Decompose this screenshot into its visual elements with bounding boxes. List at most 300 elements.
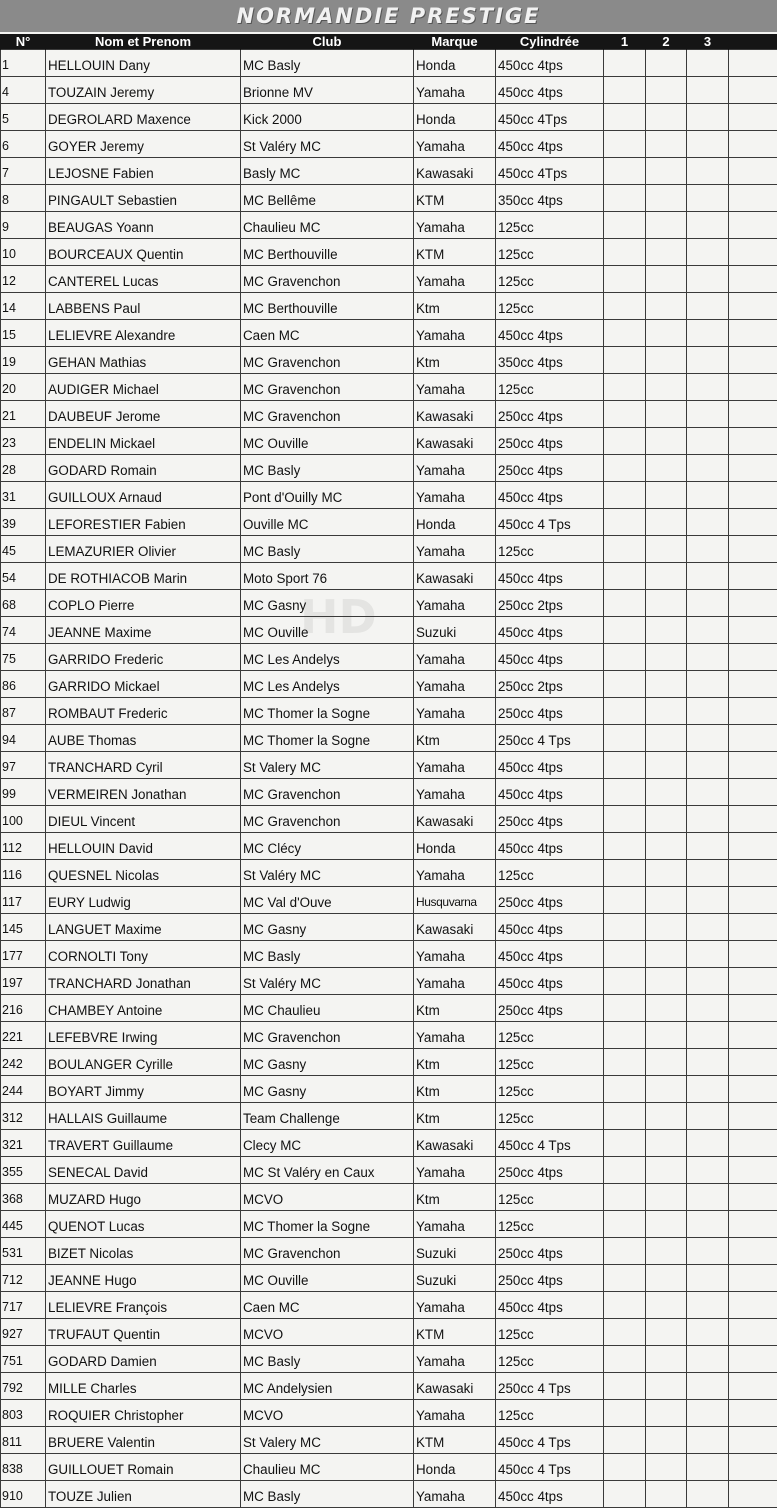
table-row [1, 1184, 777, 1211]
result-cell-race-3 [687, 185, 729, 212]
rider-club: MC Thomer la Sogne [241, 1211, 414, 1238]
result-cell-race-2 [646, 671, 687, 698]
result-cell-race-2 [646, 293, 687, 320]
result-cell-race-3 [687, 1400, 729, 1427]
table-row [1, 1454, 777, 1481]
result-cell-race-2 [646, 1346, 687, 1373]
rider-name: GODARD Romain [46, 455, 241, 482]
rider-club: MC Basly [241, 1481, 414, 1508]
rider-brand: Suzuki [414, 1238, 496, 1265]
result-cell-race-1 [604, 1454, 646, 1481]
rider-brand: Suzuki [414, 617, 496, 644]
rider-brand: Yamaha [414, 1292, 496, 1319]
table-row [1, 1265, 777, 1292]
result-cell-race-1 [604, 509, 646, 536]
table-row [1, 266, 777, 293]
table-row [1, 320, 777, 347]
result-cell-extra [729, 887, 777, 914]
table-row [1, 401, 777, 428]
result-cell-race-1 [604, 1427, 646, 1454]
rider-brand: Kawasaki [414, 563, 496, 590]
rider-number: 910 [1, 1481, 46, 1508]
result-cell-race-2 [646, 590, 687, 617]
result-cell-race-1 [604, 239, 646, 266]
rider-brand: KTM [414, 239, 496, 266]
result-cell-race-2 [646, 725, 687, 752]
result-cell-race-2 [646, 77, 687, 104]
rider-club: St Valery MC [241, 752, 414, 779]
rider-club: Caen MC [241, 320, 414, 347]
result-cell-extra [729, 1319, 777, 1346]
result-cell-race-2 [646, 1103, 687, 1130]
rider-number: 712 [1, 1265, 46, 1292]
table-row [1, 104, 777, 131]
result-cell-race-2 [646, 320, 687, 347]
result-cell-extra [729, 644, 777, 671]
rider-number: 321 [1, 1130, 46, 1157]
rider-club: MC Basly [241, 50, 414, 77]
result-cell-race-2 [646, 752, 687, 779]
result-cell-race-3 [687, 644, 729, 671]
rider-displacement: 450cc 4tps [496, 968, 604, 995]
rider-number: 1 [1, 50, 46, 77]
result-cell-race-3 [687, 779, 729, 806]
rider-name: HELLOUIN Dany [46, 50, 241, 77]
rider-brand: Ktm [414, 1076, 496, 1103]
result-cell-extra [729, 401, 777, 428]
rider-club: MC Gasny [241, 590, 414, 617]
rider-club: Chaulieu MC [241, 212, 414, 239]
result-cell-race-2 [646, 887, 687, 914]
rider-number: 177 [1, 941, 46, 968]
result-cell-race-1 [604, 185, 646, 212]
result-cell-race-1 [604, 1292, 646, 1319]
rider-name: DEGROLARD Maxence [46, 104, 241, 131]
result-cell-race-1 [604, 671, 646, 698]
table-row [1, 1481, 777, 1508]
rider-displacement: 450cc 4tps [496, 644, 604, 671]
table-row [1, 671, 777, 698]
rider-club: St Valéry MC [241, 860, 414, 887]
rider-displacement: 450cc 4tps [496, 131, 604, 158]
result-cell-race-1 [604, 374, 646, 401]
result-cell-race-3 [687, 1265, 729, 1292]
watermark-text: HD [300, 590, 377, 644]
rider-number: 54 [1, 563, 46, 590]
rider-brand: KTM [414, 1427, 496, 1454]
result-cell-extra [729, 320, 777, 347]
rider-club: MC Les Andelys [241, 671, 414, 698]
rider-club: MC Ouville [241, 617, 414, 644]
rider-number: 21 [1, 401, 46, 428]
result-cell-race-2 [646, 1157, 687, 1184]
table-row [1, 536, 777, 563]
table-row [1, 239, 777, 266]
rider-displacement: 450cc 4tps [496, 1481, 604, 1508]
result-cell-extra [729, 347, 777, 374]
table-row [1, 1319, 777, 1346]
result-cell-race-3 [687, 401, 729, 428]
table-row [1, 185, 777, 212]
rider-name: GEHAN Mathias [46, 347, 241, 374]
result-cell-race-3 [687, 1103, 729, 1130]
rider-club: MC Basly [241, 941, 414, 968]
rider-displacement: 250cc 2tps [496, 590, 604, 617]
rider-number: 221 [1, 1022, 46, 1049]
table-row [1, 995, 777, 1022]
result-cell-race-1 [604, 1238, 646, 1265]
rider-name: GARRIDO Mickael [46, 671, 241, 698]
result-cell-race-3 [687, 1022, 729, 1049]
result-cell-race-1 [604, 806, 646, 833]
rider-displacement: 450cc 4tps [496, 833, 604, 860]
result-cell-race-3 [687, 509, 729, 536]
rider-name: LEFEBVRE Irwing [46, 1022, 241, 1049]
rider-club: Clecy MC [241, 1130, 414, 1157]
rider-club: Brionne MV [241, 77, 414, 104]
rider-name: CHAMBEY Antoine [46, 995, 241, 1022]
rider-brand: Yamaha [414, 860, 496, 887]
rider-name: VERMEIREN Jonathan [46, 779, 241, 806]
rider-name: GARRIDO Frederic [46, 644, 241, 671]
rider-club: MC Chaulieu [241, 995, 414, 1022]
result-cell-race-2 [646, 1265, 687, 1292]
result-cell-race-3 [687, 50, 729, 77]
rider-number: 39 [1, 509, 46, 536]
rider-brand: KTM [414, 185, 496, 212]
rider-club: MC St Valéry en Caux [241, 1157, 414, 1184]
rider-name: TOUZE Julien [46, 1481, 241, 1508]
result-cell-race-2 [646, 617, 687, 644]
rider-club: MC Les Andelys [241, 644, 414, 671]
table-row [1, 1292, 777, 1319]
table-row [1, 968, 777, 995]
rider-name: GUILLOUX Arnaud [46, 482, 241, 509]
result-cell-race-3 [687, 428, 729, 455]
result-cell-race-1 [604, 995, 646, 1022]
rider-brand: Yamaha [414, 482, 496, 509]
result-cell-race-2 [646, 698, 687, 725]
rider-number: 87 [1, 698, 46, 725]
rider-displacement: 350cc 4tps [496, 347, 604, 374]
rider-number: 838 [1, 1454, 46, 1481]
result-cell-extra [729, 806, 777, 833]
col-header-displacement: Cylindrée [496, 34, 604, 50]
table-row [1, 833, 777, 860]
result-cell-race-3 [687, 671, 729, 698]
rider-name: EURY Ludwig [46, 887, 241, 914]
result-cell-race-2 [646, 1427, 687, 1454]
result-cell-race-1 [604, 104, 646, 131]
rider-club: MC Berthouville [241, 239, 414, 266]
result-cell-race-2 [646, 941, 687, 968]
rider-name: GOYER Jeremy [46, 131, 241, 158]
rider-club: MCVO [241, 1319, 414, 1346]
result-cell-extra [729, 509, 777, 536]
rider-club: MC Gravenchon [241, 1022, 414, 1049]
rider-brand: Yamaha [414, 644, 496, 671]
result-cell-extra [729, 212, 777, 239]
result-cell-race-3 [687, 158, 729, 185]
rider-number: 74 [1, 617, 46, 644]
result-cell-race-3 [687, 833, 729, 860]
result-cell-race-1 [604, 725, 646, 752]
result-cell-race-3 [687, 806, 729, 833]
rider-club: St Valery MC [241, 1427, 414, 1454]
rider-displacement: 125cc [496, 1103, 604, 1130]
result-cell-extra [729, 1238, 777, 1265]
banner-title: NORMANDIE PRESTIGE [237, 4, 541, 28]
rider-displacement: 450cc 4tps [496, 77, 604, 104]
result-cell-race-3 [687, 968, 729, 995]
rider-displacement: 450cc 4tps [496, 50, 604, 77]
rider-displacement: 450cc 4tps [496, 617, 604, 644]
rider-name: GUILLOUET Romain [46, 1454, 241, 1481]
rider-number: 811 [1, 1427, 46, 1454]
rider-displacement: 450cc 4Tps [496, 158, 604, 185]
result-cell-race-1 [604, 320, 646, 347]
rider-brand: Ktm [414, 995, 496, 1022]
col-header-name: Nom et Prenom [46, 34, 241, 50]
rider-number: 445 [1, 1211, 46, 1238]
result-cell-race-2 [646, 401, 687, 428]
rider-name: CANTEREL Lucas [46, 266, 241, 293]
result-cell-race-3 [687, 887, 729, 914]
table-row [1, 1103, 777, 1130]
result-cell-extra [729, 1427, 777, 1454]
result-cell-race-2 [646, 1022, 687, 1049]
rider-displacement: 450cc 4Tps [496, 104, 604, 131]
rider-brand: Yamaha [414, 1346, 496, 1373]
result-cell-race-3 [687, 1292, 729, 1319]
rider-number: 10 [1, 239, 46, 266]
result-cell-race-3 [687, 1481, 729, 1508]
rider-club: Chaulieu MC [241, 1454, 414, 1481]
result-cell-extra [729, 293, 777, 320]
rider-number: 751 [1, 1346, 46, 1373]
result-cell-race-1 [604, 401, 646, 428]
rider-brand: Ktm [414, 1184, 496, 1211]
rider-club: MC Gasny [241, 914, 414, 941]
rider-name: LELIEVRE François [46, 1292, 241, 1319]
table-row [1, 428, 777, 455]
rider-displacement: 125cc [496, 860, 604, 887]
result-cell-race-1 [604, 1373, 646, 1400]
table-row [1, 455, 777, 482]
rider-number: 717 [1, 1292, 46, 1319]
result-cell-race-2 [646, 1373, 687, 1400]
result-cell-race-1 [604, 1157, 646, 1184]
result-cell-race-1 [604, 833, 646, 860]
rider-club: MC Ouville [241, 428, 414, 455]
rider-displacement: 450cc 4tps [496, 779, 604, 806]
rider-club: MC Gravenchon [241, 347, 414, 374]
result-cell-race-3 [687, 752, 729, 779]
result-cell-race-2 [646, 1454, 687, 1481]
result-cell-extra [729, 995, 777, 1022]
result-cell-race-1 [604, 347, 646, 374]
rider-name: JEANNE Hugo [46, 1265, 241, 1292]
rider-displacement: 250cc 4tps [496, 1157, 604, 1184]
rider-number: 244 [1, 1076, 46, 1103]
table-row [1, 698, 777, 725]
result-cell-extra [729, 914, 777, 941]
result-cell-extra [729, 1373, 777, 1400]
result-cell-race-1 [604, 914, 646, 941]
result-cell-race-2 [646, 428, 687, 455]
rider-club: Team Challenge [241, 1103, 414, 1130]
col-header-extra [729, 34, 777, 50]
rider-name: LANGUET Maxime [46, 914, 241, 941]
rider-number: 9 [1, 212, 46, 239]
rider-name: HALLAIS Guillaume [46, 1103, 241, 1130]
entry-list-table [0, 34, 777, 1508]
result-cell-extra [729, 752, 777, 779]
rider-club: MC Gravenchon [241, 806, 414, 833]
table-row [1, 374, 777, 401]
rider-brand: Honda [414, 509, 496, 536]
rider-number: 355 [1, 1157, 46, 1184]
rider-number: 242 [1, 1049, 46, 1076]
rider-name: PINGAULT Sebastien [46, 185, 241, 212]
rider-number: 216 [1, 995, 46, 1022]
rider-name: BIZET Nicolas [46, 1238, 241, 1265]
rider-name: TOUZAIN Jeremy [46, 77, 241, 104]
table-row [1, 1373, 777, 1400]
table-row [1, 50, 777, 77]
result-cell-race-2 [646, 509, 687, 536]
rider-displacement: 125cc [496, 1049, 604, 1076]
rider-displacement: 250cc 4tps [496, 1238, 604, 1265]
rider-name: GODARD Damien [46, 1346, 241, 1373]
result-cell-race-2 [646, 1184, 687, 1211]
rider-club: MCVO [241, 1400, 414, 1427]
result-cell-race-3 [687, 374, 729, 401]
rider-name: ENDELIN Mickael [46, 428, 241, 455]
result-cell-race-1 [604, 455, 646, 482]
table-row [1, 806, 777, 833]
table-row [1, 77, 777, 104]
table-row [1, 1346, 777, 1373]
rider-number: 23 [1, 428, 46, 455]
rider-brand: Ktm [414, 725, 496, 752]
result-cell-race-3 [687, 104, 729, 131]
rider-number: 792 [1, 1373, 46, 1400]
result-cell-race-1 [604, 158, 646, 185]
table-row [1, 941, 777, 968]
result-cell-extra [729, 1454, 777, 1481]
result-cell-race-2 [646, 1319, 687, 1346]
rider-brand: Yamaha [414, 320, 496, 347]
rider-brand: Yamaha [414, 77, 496, 104]
rider-name: QUESNEL Nicolas [46, 860, 241, 887]
table-row [1, 1130, 777, 1157]
rider-number: 368 [1, 1184, 46, 1211]
result-cell-race-3 [687, 941, 729, 968]
result-cell-extra [729, 131, 777, 158]
result-cell-race-1 [604, 563, 646, 590]
rider-club: MC Ouville [241, 1265, 414, 1292]
result-cell-race-1 [604, 266, 646, 293]
result-cell-extra [729, 239, 777, 266]
result-cell-race-1 [604, 1103, 646, 1130]
result-cell-extra [729, 860, 777, 887]
rider-club: MC Gasny [241, 1049, 414, 1076]
result-cell-extra [729, 77, 777, 104]
result-cell-extra [729, 590, 777, 617]
rider-displacement: 450cc 4tps [496, 1292, 604, 1319]
rider-name: BOURCEAUX Quentin [46, 239, 241, 266]
rider-number: 94 [1, 725, 46, 752]
rider-brand: Suzuki [414, 1265, 496, 1292]
rider-club: MC Thomer la Sogne [241, 725, 414, 752]
rider-displacement: 250cc 4tps [496, 455, 604, 482]
result-cell-race-1 [604, 644, 646, 671]
result-cell-extra [729, 725, 777, 752]
col-header-race-2: 2 [646, 34, 687, 50]
rider-name: LEMAZURIER Olivier [46, 536, 241, 563]
result-cell-race-2 [646, 131, 687, 158]
rider-number: 99 [1, 779, 46, 806]
result-cell-extra [729, 50, 777, 77]
rider-brand: Kawasaki [414, 158, 496, 185]
rider-number: 145 [1, 914, 46, 941]
result-cell-race-1 [604, 1022, 646, 1049]
result-cell-race-2 [646, 914, 687, 941]
rider-displacement: 250cc 4tps [496, 401, 604, 428]
rider-number: 531 [1, 1238, 46, 1265]
result-cell-race-2 [646, 563, 687, 590]
rider-number: 927 [1, 1319, 46, 1346]
result-cell-race-2 [646, 185, 687, 212]
result-cell-race-3 [687, 320, 729, 347]
result-cell-extra [729, 482, 777, 509]
rider-brand: Yamaha [414, 590, 496, 617]
rider-brand: Honda [414, 104, 496, 131]
table-row [1, 1049, 777, 1076]
result-cell-race-1 [604, 1319, 646, 1346]
rider-number: 68 [1, 590, 46, 617]
rider-name: TRANCHARD Cyril [46, 752, 241, 779]
result-cell-race-2 [646, 536, 687, 563]
table-row [1, 779, 777, 806]
rider-name: SENECAL David [46, 1157, 241, 1184]
rider-displacement: 250cc 2tps [496, 671, 604, 698]
result-cell-race-1 [604, 1049, 646, 1076]
result-cell-race-3 [687, 239, 729, 266]
rider-brand: Kawasaki [414, 401, 496, 428]
result-cell-race-3 [687, 266, 729, 293]
rider-brand: Kawasaki [414, 806, 496, 833]
result-cell-race-1 [604, 860, 646, 887]
rider-club: MC Berthouville [241, 293, 414, 320]
result-cell-race-1 [604, 482, 646, 509]
result-cell-race-3 [687, 860, 729, 887]
rider-displacement: 250cc 4tps [496, 806, 604, 833]
table-row [1, 1076, 777, 1103]
result-cell-race-2 [646, 212, 687, 239]
result-cell-extra [729, 1346, 777, 1373]
rider-brand: Yamaha [414, 752, 496, 779]
rider-displacement: 450cc 4 Tps [496, 1130, 604, 1157]
result-cell-extra [729, 671, 777, 698]
rider-name: DIEUL Vincent [46, 806, 241, 833]
result-cell-race-3 [687, 1373, 729, 1400]
table-row [1, 1427, 777, 1454]
rider-displacement: 450cc 4tps [496, 941, 604, 968]
rider-name: TRANCHARD Jonathan [46, 968, 241, 995]
rider-displacement: 125cc [496, 1184, 604, 1211]
